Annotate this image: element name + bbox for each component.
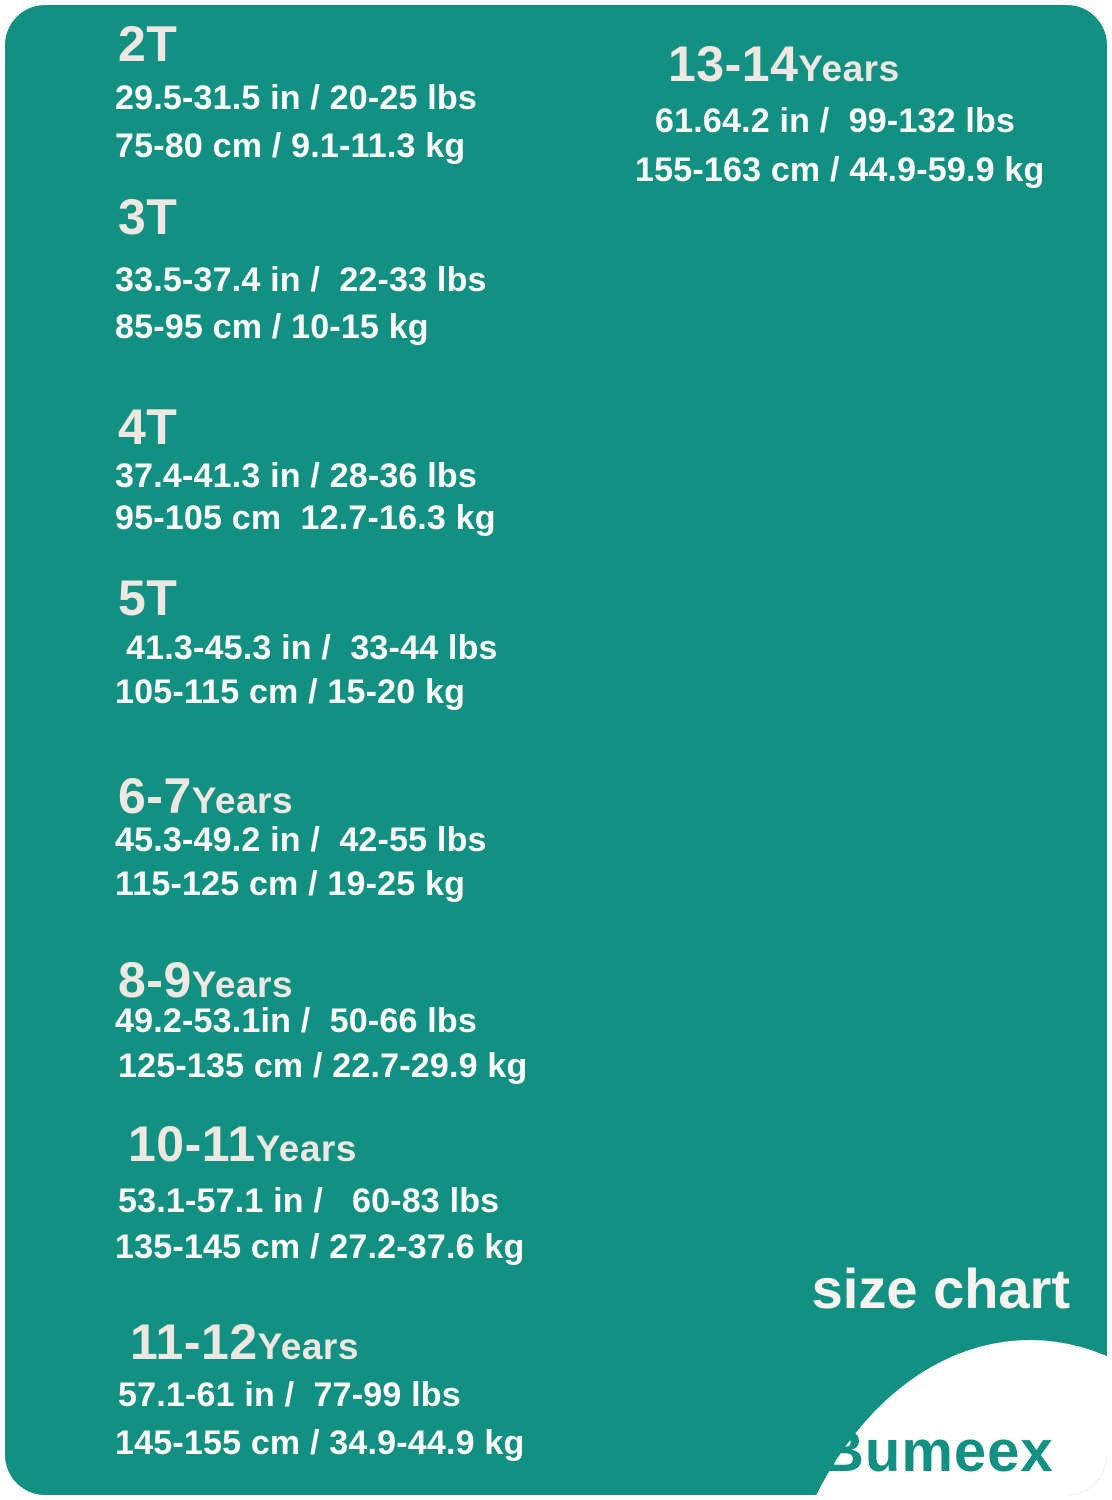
size-metric-range: 125-135 cm / 22.7-29.9 kg [118, 1047, 528, 1085]
size-metric-range: 75-80 cm / 9.1-11.3 kg [115, 127, 466, 165]
size-value: 4T [118, 399, 178, 455]
size-suffix: Years [257, 1326, 359, 1367]
size-suffix: Years [255, 1128, 357, 1169]
size-header [118, 191, 177, 244]
card-content [5, 5, 1107, 1495]
size-value: 5T [118, 570, 178, 626]
size-header [668, 38, 900, 91]
size-metric-range: 145-155 cm / 34.9-44.9 kg [115, 1424, 525, 1462]
size-metric-range: 95-105 cm 12.7-16.3 kg [115, 499, 496, 537]
size-imperial-range: 33.5-37.4 in / 22-33 lbs [115, 261, 487, 299]
size-imperial-range: 49.2-53.1in / 50-66 lbs [115, 1002, 477, 1040]
size-metric-range: 85-95 cm / 10-15 kg [115, 308, 429, 346]
size-header [118, 18, 177, 71]
size-header [118, 770, 293, 823]
size-metric-range: 105-115 cm / 15-20 kg [115, 673, 466, 711]
size-imperial-range: 41.3-45.3 in / 33-44 lbs [126, 629, 498, 667]
size-metric-range: 155-163 cm / 44.9-59.9 kg [635, 151, 1045, 189]
size-imperial-range: 53.1-57.1 in / 60-83 lbs [118, 1182, 500, 1220]
size-chart-title: size chart [811, 1257, 1070, 1320]
size-value: 13-14 [668, 36, 799, 92]
teal-card [5, 5, 1107, 1495]
size-imperial-range: 57.1-61 in / 77-99 lbs [118, 1376, 461, 1414]
size-imperial-range: 37.4-41.3 in / 28-36 lbs [115, 457, 477, 495]
size-value: 8-9 [118, 952, 192, 1008]
size-suffix: Years [798, 48, 900, 89]
size-imperial-range: 61.64.2 in / 99-132 lbs [655, 102, 1016, 140]
brand-logo-text: Bumeex [822, 1419, 1054, 1484]
size-suffix: Years [191, 780, 294, 821]
size-header [118, 401, 177, 454]
size-header [118, 572, 177, 625]
size-imperial-range: 29.5-31.5 in / 20-25 lbs [115, 79, 477, 117]
size-metric-range: 115-125 cm / 19-25 kg [115, 865, 466, 903]
size-value: 10-11 [128, 1116, 256, 1172]
size-header [118, 954, 293, 1007]
size-value: 11-12 [130, 1314, 258, 1370]
size-header [128, 1118, 357, 1171]
size-value: 3T [118, 189, 178, 245]
size-metric-range: 135-145 cm / 27.2-37.6 kg [115, 1228, 525, 1266]
size-suffix: Years [191, 964, 294, 1005]
size-value: 6-7 [118, 768, 192, 824]
size-value: 2T [118, 16, 178, 72]
size-imperial-range: 45.3-49.2 in / 42-55 lbs [115, 821, 487, 859]
size-header [130, 1316, 359, 1369]
